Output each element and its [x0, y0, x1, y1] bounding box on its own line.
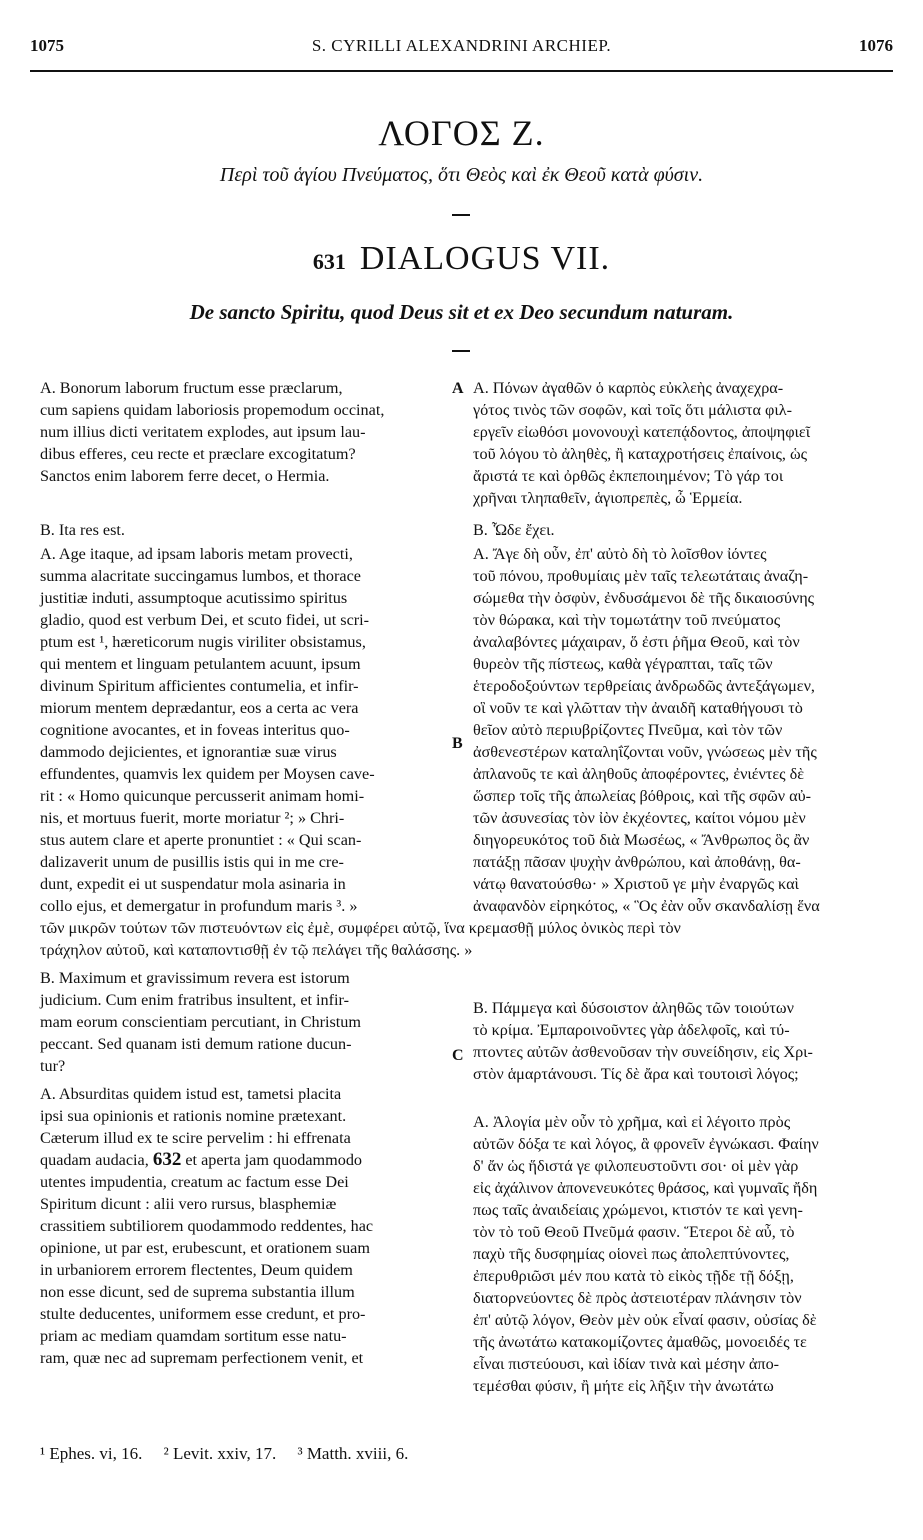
text-line: εἶναι πιστεύουσι, καὶ ἰδίαν τινὰ καὶ μέσην ἀπο- [473, 1355, 780, 1373]
text-line: A. Bonorum laborum fructum esse præclarum, [40, 379, 343, 397]
latin-paragraph-1 [40, 377, 450, 487]
text-line: utentes impudentia, creatum ac factum esse Dei [40, 1173, 349, 1191]
text-line: θυρεὸν τῆς πίστεως, καθὰ γέγραπται, ταῖς τῶν [473, 655, 773, 673]
text-line: miorum mentem deprædantur, eos a certa ac vera [40, 699, 359, 717]
text-line: opinione, ut par est, erubescunt, et orationem suam [40, 1239, 370, 1257]
text-line: crassitiem subtiliorem quodammodo reddentes, hac [40, 1217, 374, 1235]
text-line: cognitione avocantes, et in foveas interitus quo- [40, 721, 350, 739]
margin-mark-c: C [452, 1047, 464, 1064]
latin-subtitle: De sancto Spiritu, quod Deus sit et ex Deo secundum naturam. [189, 300, 734, 324]
text-line: διηγορευκότος τοῦ διὰ Μωσέως, « Ἄνθρωπος ὃς ἂν [473, 831, 810, 849]
footnote-3: ³ Matth. xviii, 6. [297, 1444, 409, 1463]
text-line: dalizaverit unum de pusillis istis qui in me cre- [40, 853, 344, 871]
text-line [40, 1149, 450, 1171]
text-line: εργεῖν εἰωθόσι μονονουχὶ κατεπᾴδοντος, ἀποψηφιεῖ [473, 423, 811, 441]
text-line: τοῦ πόνου, προθυμίαις μὲν ταῖς τελεωτάταις ἀναζη- [473, 567, 809, 585]
text-line: ἀναφανδὸν εἰρηκότος, « Ὃς ἐὰν οὖν σκανδαλίσῃ ἕνα [473, 897, 820, 915]
text-line: A. Age itaque, ad ipsam laboris metam provecti, [40, 545, 353, 563]
text-line: θεῖον αὐτὸ περιυβρίζοντες Πνεῦμα, καὶ τὸν τῶν [473, 721, 783, 739]
text-line: num illius dicti veritatem explodes, aut ipsum lau- [40, 423, 366, 441]
text-line: non esse dicunt, sed de suprema substantia illum [40, 1283, 355, 1301]
footnote-2: ² Levit. xxiv, 17. [163, 1444, 277, 1463]
latin-paragraph-5 [40, 1083, 450, 1369]
latin-paragraph-4 [40, 967, 450, 1077]
text-line: εἰς ἀχάλινον ἀπονενευκότες θράσος, καὶ γυμναῖς ἤδη [473, 1179, 818, 1197]
greek-paragraph-2: Β. Ὧδε ἔχει. [473, 521, 555, 539]
text-line: νάτῳ θανατούσθω· » Χριστοῦ γε μὴν ἐναργῶς καὶ [473, 875, 799, 893]
text-line: peccant. Sed quanam isti demum ratione ducun- [40, 1035, 352, 1053]
text-line: divinum Spiritum afficientes contumelia, et infir- [40, 677, 359, 695]
text-line: σώμεθα τὴν ὀσφὺν, ἐνδυσάμενοι δὲ τῆς δικαιοσύνης [473, 589, 815, 607]
text-line: nis, et mortuus fuerit, morte moriatur ²; » Chri- [40, 809, 345, 827]
page-number-left: 1075 [30, 36, 64, 55]
separator-dash [452, 214, 470, 216]
text-line: gladio, quod est verbum Dei, et scuto fidei, ut scri- [40, 611, 370, 629]
text-line: ἀσθενεστέρων καταληΐζονται νοῦν, γνώσεως μὲν τῆς [473, 743, 817, 761]
text-line: Α. Ἄγε δὴ οὖν, ἐπ' αὐτὸ δὴ τὸ λοῖσθον ἰόντες [473, 545, 767, 563]
text-line: ἀναλαβόντες μάχαιραν, ὅ ἐστι ῥῆμα Θεοῦ, καὶ τὸν [473, 633, 800, 651]
text-line: γότος τινὸς τῶν σοφῶν, καὶ τοῖς ὅτι μάλιστα φιλ- [473, 401, 792, 419]
text-line: dammodo dejicientes, et ignorantiæ suæ virus [40, 743, 337, 761]
text-line: stus autem clare et aperte pronuntiet : « Qui scan- [40, 831, 362, 849]
text-line: Spiritum dicunt : alii vero rursus, blasphemiæ [40, 1195, 337, 1213]
footnote-1: ¹ Ephes. vi, 16. [40, 1444, 143, 1463]
text-line: mam eorum conscientiam percutiant, in Christum [40, 1013, 361, 1031]
text-line: ἑτεροδοξούντων τερθρείαις ἀνδρωδῶς ἀντεξάγωμεν, [473, 677, 815, 695]
text-line: qui mentem et linguam petulantem acuunt, ipsum [40, 655, 361, 673]
text-line: B. Maximum et gravissimum revera est istorum [40, 969, 350, 987]
text-line: αὐτῶν δόξα τε καὶ λόγος, ἃ φρονεῖν ἐγνώκασι. Φαίην [473, 1135, 819, 1153]
greek-span-line: τράχηλον αὐτοῦ, καὶ καταποντισθῇ ἐν τῷ πελάγει τῆς θαλάσσης. » [40, 941, 473, 959]
text-line: Α. Πόνων ἀγαθῶν ὁ καρπὸς εὐκλεὴς ἀναχεχρα- [473, 379, 784, 397]
text-line: summa alacritate succingamus lumbos, et thorace [40, 567, 361, 585]
text-line: dibus efferes, ceu recte et præclare excogitatum? [40, 445, 356, 463]
separator-dash [452, 350, 470, 352]
text-line: τὸν τὸ τοῦ Θεοῦ Πνεῦμά φασιν. Ἕτεροι δὲ αὖ, τὸ [473, 1223, 795, 1241]
column-number-631: 631 [312, 249, 346, 274]
page-number-right: 1076 [859, 36, 893, 55]
text-line: χρῆναι τληπαθεῖν, ἁγιοπρεπὲς, ὦ Ἑρμεία. [473, 489, 743, 507]
text-line: οἳ νοῦν τε καὶ γλῶτταν τὴν ἀναιδῆ καταθήγουσι τὸ [473, 699, 803, 717]
header-rule [30, 70, 893, 72]
text-line: Β. Πάμμεγα καὶ δύσοιστον ἀληθῶς τῶν τοιούτων [473, 999, 794, 1017]
text-line: judicium. Cum enim fratribus insultent, et infir- [40, 991, 349, 1009]
text-line: dunt, expedit ei ut suspendatur mola asinaria in [40, 875, 346, 893]
text-line: πως ταῖς ἀναιδείαις χρώμενοι, κτιστόν τε καὶ γενη- [473, 1201, 803, 1219]
greek-subtitle: Περὶ τοῦ ἁγίου Πνεύματος, ὅτι Θεὸς καὶ ἐκ Θεοῦ κατὰ φύσιν. [219, 164, 704, 186]
margin-mark-a: A [452, 380, 464, 397]
text-line: τῶν ἀσυνεσίας τὸν ἰὸν ἐκχέοντες, καίτοι νόμου μὲν [473, 809, 806, 827]
text-line: παχὺ τῆς δυσφημίας οἱονεὶ πως ἀπολεπτύνοντες, [473, 1245, 790, 1263]
text-line: in urbaniorem errorem flectentes, Deum quidem [40, 1261, 353, 1279]
greek-paragraph-4 [473, 997, 883, 1085]
greek-span-line: τῶν μικρῶν τούτων τῶν πιστευόντων εἰς ἐμὲ, συμφέρει αὐτῷ, ἵνα κρεμασθῇ μύλος ὀνικὸς περὶ τὸν [40, 919, 681, 937]
text-line: ipsi sua opinionis et rationis nomine prætexant. [40, 1107, 347, 1125]
text-line: ram, quæ nec ad supremam perfectionem venit, et [40, 1349, 364, 1367]
text-line: justitiæ induti, assumptoque acutissimo spiritus [40, 589, 348, 607]
text-fragment: quadam audacia, [40, 1151, 149, 1169]
text-line: effundentes, quamvis lex quidem per Moysen cave- [40, 765, 375, 783]
text-line: τὸν θώρακα, καὶ τὴν τομωτάτην τοῦ πνεύματος [473, 611, 781, 629]
text-line: ἀπλανοῦς τε καὶ ἀληθοῦς ἀποφέροντες, ἐνιέντες δὲ [473, 765, 805, 783]
text-line: ἐπερυθριῶσι μέν που κατὰ τὸ εἰκὸς τῇδε τῇ δόξῃ, [473, 1267, 794, 1285]
text-line: στὸν ἁμαρτάνουσι. Τίς δὲ ἄρα καὶ τουτοισὶ λόγος; [473, 1065, 799, 1083]
text-line: τεμέσθαι φύσιν, ἢ μήτε εἰς λῆξιν τὴν ἀνωτάτω [473, 1377, 774, 1395]
text-line: Sanctos enim laborem ferre decet, o Hermia. [40, 467, 330, 485]
greek-paragraph-1 [473, 377, 883, 509]
text-line: ptum est ¹, hæreticorum nugis viriliter obsistamus, [40, 633, 366, 651]
text-line: διατορνεύοντες δὲ πρὸς ἀστειοτέραν πλάνησιν τὸν [473, 1289, 802, 1307]
text-line: δ' ἄν ὡς ἥδιστά γε φιλοπευστοῦντι σοι· οἱ μὲν γὰρ [473, 1157, 799, 1175]
latin-title: DIALOGUS VII. [359, 240, 611, 277]
footnotes [40, 1444, 883, 1464]
margin-mark-b: B [452, 735, 463, 752]
running-title: S. CYRILLI ALEXANDRINI ARCHIEP. [311, 36, 612, 55]
text-line: tur? [40, 1057, 66, 1075]
text-line: πτοντες αὐτῶν ἀσθενοῦσαν τὴν συνείδησιν, εἰς Χρι- [473, 1043, 813, 1061]
text-line: τὸ κρίμα. Ἐμπαροινοῦντες γὰρ ἀδελφοῖς, καὶ τύ- [473, 1021, 790, 1039]
text-line: πατάξῃ πᾶσαν ψυχὴν ἀνθρώπου, καὶ ἀποθάνῃ, θα- [473, 853, 801, 871]
text-line: cum sapiens quidam laboriosis propemodum occinat, [40, 401, 385, 419]
text-line: ἐπ' αὐτῷ λόγον, Θεὸν μὲν οὐκ εἶναί φασιν, οὐσίας δὲ [473, 1311, 817, 1329]
latin-paragraph-2: B. Ita res est. [40, 521, 125, 539]
text-line: priam ac mediam quamdam sortitum esse natu- [40, 1327, 347, 1345]
text-line: τοῦ λόγου τὸ ἀληθὲς, ἢ καταχροτήσεις ἐπαίνοις, ὡς [473, 445, 808, 463]
page-header [30, 36, 893, 60]
greek-paragraph-5 [473, 1111, 883, 1397]
text-line: ἄριστά τε καὶ ὀρθῶς ἐκπεποιημένον; Τὸ γάρ τοι [473, 467, 784, 485]
text-line: stulte deducentes, uniformem esse credunt, et pro- [40, 1305, 366, 1323]
text-fragment: et aperta jam quodammodo [185, 1151, 363, 1169]
text-line: A. Absurditas quidem istud est, tametsi placita [40, 1085, 342, 1103]
text-line: rit : « Homo quicunque percusserit animam homi- [40, 787, 365, 805]
text-line: τῆς ἀνωτάτω κατακομίζοντες ἀμαθῶς, μονοειδές τε [473, 1333, 807, 1351]
text-line: Α. Ἀλογία μὲν οὖν τὸ χρῆμα, καὶ εἰ λέγοιτο πρὸς [473, 1113, 791, 1131]
latin-paragraph-3 [40, 543, 450, 917]
text-line: collo ejus, et demergatur in profundum maris ³. » [40, 897, 358, 915]
text-line: Cæterum illud ex te scire pervelim : hi effrenata [40, 1129, 351, 1147]
greek-paragraph-3 [473, 543, 883, 917]
greek-title: ΛΟΓΟΣ Ζ. [378, 113, 545, 153]
text-line: ὥσπερ τοῖς τῆς ἀπωλείας βόθροις, καὶ τῆς σφῶν αὐ- [473, 787, 811, 805]
column-number-632: 632 [152, 1149, 182, 1170]
latin-title-block [0, 240, 923, 278]
